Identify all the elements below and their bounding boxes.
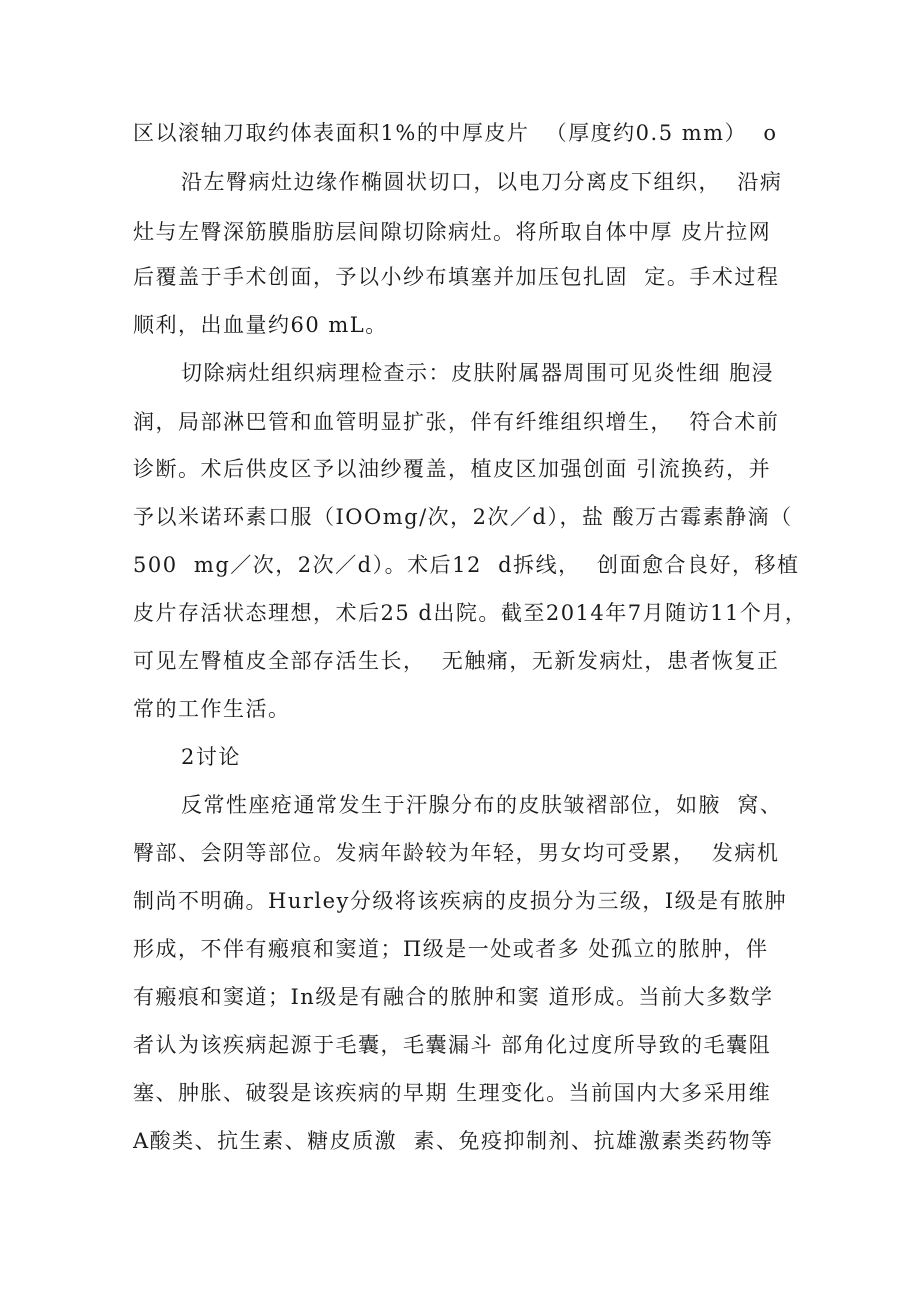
text-line-1: 区以滚轴刀取约体表面积1%的中厚皮片 （厚度约0.5 mm） o bbox=[133, 121, 778, 145]
text-line-5: 顺利，出血量约60 mL。 bbox=[133, 313, 388, 337]
text-line-10: 500 mg／次，2次／d）。术后12 d拆线， 创面愈合良好，移植 bbox=[133, 553, 800, 577]
text-line-3: 灶与左臀深筋膜脂肪层间隙切除病灶。将所取自体中厚 皮片拉网 bbox=[133, 220, 772, 244]
text-line-12: 可见左臀植皮全部存活生长， 无触痛，无新发病灶，患者恢复正 bbox=[133, 649, 780, 673]
text-line-4: 后覆盖于手术创面，予以小纱布填塞并加压包扎固 定。手术过程 bbox=[133, 265, 780, 289]
text-line-18: 形成，不伴有瘢痕和窦道；Π级是一处或者多 处孤立的脓肿，伴 bbox=[133, 937, 769, 961]
section-heading: 2讨论 bbox=[181, 745, 241, 769]
text-line-15: 反常性座疮通常发生于汗腺分布的皮肤皱褶部位，如腋 窝、 bbox=[181, 793, 783, 817]
text-line-16: 臀部、会阴等部位。发病年龄较为年轻，男女均可受累， 发病机 bbox=[133, 841, 780, 865]
text-line-22: A酸类、抗生素、糖皮质激 素、免疫抑制剂、抗雄激素类药物等 bbox=[133, 1129, 774, 1153]
text-line-2: 沿左臀病灶边缘作椭圆状切口，以电刀分离皮下组织， 沿病 bbox=[181, 170, 783, 194]
text-line-19: 有瘢痕和窦道；In级是有融合的脓肿和窦 道形成。当前大多数学 bbox=[133, 985, 774, 1009]
text-line-17: 制尚不明确。Hurley分级将该疾病的皮损分为三级，I级是有脓肿 bbox=[133, 889, 788, 913]
text-line-21: 塞、肿胀、破裂是该疾病的早期 生理变化。当前国内大多采用维 bbox=[133, 1081, 772, 1105]
text-line-20: 者认为该疾病起源于毛囊，毛囊漏斗 部角化过度所导致的毛囊阻 bbox=[133, 1033, 772, 1057]
text-line-6: 切除病灶组织病理检查示：皮肤附属器周围可见炎性细 胞浸 bbox=[181, 361, 775, 385]
text-line-9: 予以米诺环素口服（IOOmg/次，2次／d），盐 酸万古霉素静滴（ bbox=[133, 505, 793, 529]
text-line-11: 皮片存活状态理想，术后25 d出院。截至2014年7月随访11个月， bbox=[133, 601, 808, 625]
text-line-8: 诊断。术后供皮区予以油纱覆盖，植皮区加强创面 引流换药，并 bbox=[133, 457, 772, 481]
text-line-13: 常的工作生活。 bbox=[133, 697, 291, 721]
text-line-7: 润，局部淋巴管和血管明显扩张，伴有纤维组织增生， 符合术前 bbox=[133, 410, 780, 434]
